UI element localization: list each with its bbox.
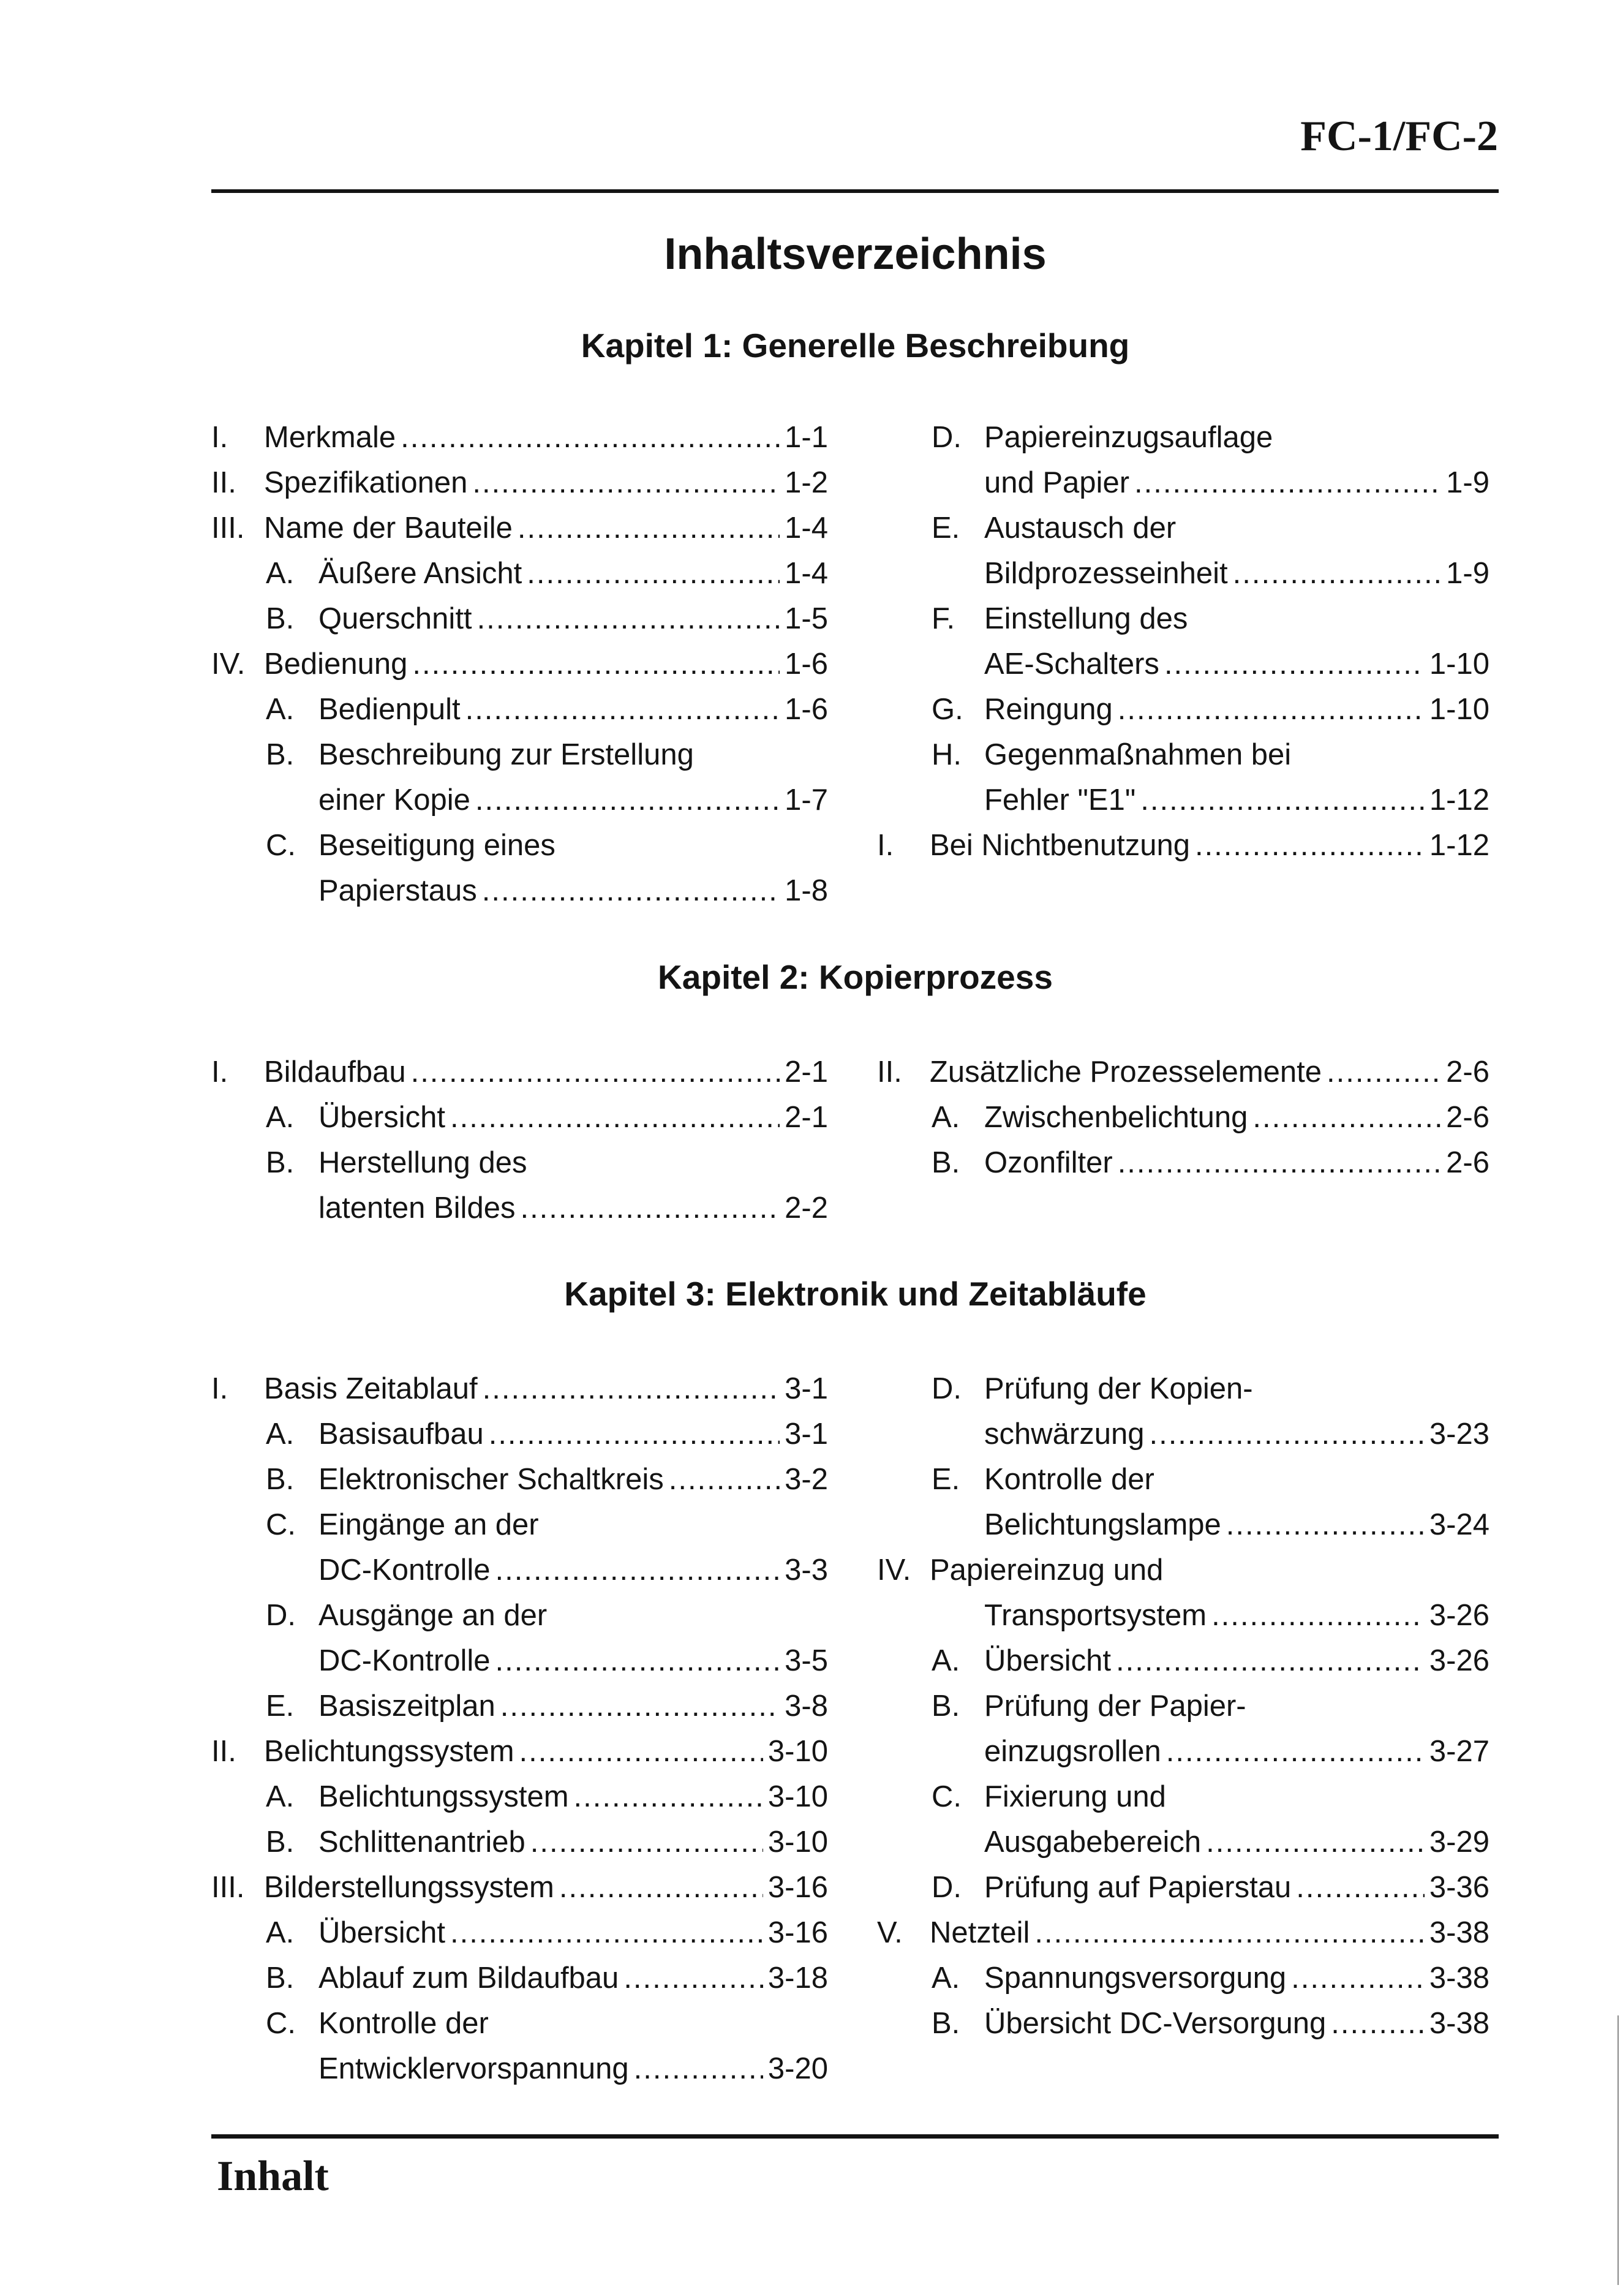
toc-entry-title: Prüfung der Papier- — [984, 1690, 1246, 1723]
toc-entry — [211, 732, 828, 777]
toc-entry-page: 3-10 — [767, 1826, 828, 1859]
toc-entry-number: A. — [932, 1101, 960, 1134]
toc-entry-title: Bedienung — [264, 648, 408, 681]
toc-entry — [877, 1955, 1489, 2001]
toc-entry — [211, 1774, 828, 1819]
toc-entry-page: 3-8 — [785, 1690, 828, 1723]
toc-entry-title: Transportsystem — [984, 1599, 1207, 1632]
toc-entry — [211, 1683, 828, 1729]
toc-entry — [211, 777, 828, 823]
toc-entry — [877, 1366, 1489, 1411]
toc-entry-title: Elektronischer Schaltkreis — [318, 1463, 664, 1496]
dot-leader — [527, 551, 780, 596]
toc-entry-title: Bei Nichtbenutzung — [930, 829, 1190, 862]
toc-entry — [877, 1502, 1489, 1547]
toc-entry-page: 3-29 — [1429, 1826, 1489, 1859]
toc-entry-title: Papiereinzug und — [930, 1554, 1164, 1587]
dot-leader — [411, 1049, 780, 1095]
dot-leader — [450, 1910, 763, 1955]
toc-entry-page: 3-26 — [1429, 1599, 1489, 1632]
toc-entry-page: 1-5 — [785, 602, 828, 635]
dot-leader — [482, 868, 780, 913]
toc-entry — [877, 1049, 1489, 1095]
toc-entry — [211, 868, 828, 913]
toc-entry — [211, 1910, 828, 1955]
toc-entry-page: 1-4 — [785, 557, 828, 590]
toc-entry-title: AE-Schalters — [984, 648, 1159, 681]
dot-leader — [574, 1774, 763, 1819]
toc-entry-number: D. — [932, 1372, 962, 1405]
toc-entry-number: E. — [932, 1463, 960, 1496]
toc-entry-number: D. — [932, 1871, 962, 1904]
toc-entry-page: 1-12 — [1429, 784, 1489, 817]
toc-entry-number: II. — [211, 466, 236, 499]
toc-entry — [877, 460, 1489, 505]
toc-entry — [211, 1547, 828, 1593]
dot-leader — [1252, 1095, 1441, 1140]
toc-entry-number: B. — [266, 602, 295, 635]
toc-entry — [877, 1865, 1489, 1910]
toc-entry-page: 3-10 — [767, 1780, 828, 1813]
dot-leader — [412, 641, 780, 687]
toc-entry-title: Eingänge an der — [318, 1508, 539, 1541]
toc-entry-page: 1-4 — [785, 512, 828, 545]
toc-entry — [211, 505, 828, 551]
toc-entry-title: Kontrolle der — [318, 2007, 489, 2040]
toc-entry-page: 3-26 — [1429, 1644, 1489, 1677]
toc-entry — [211, 1457, 828, 1502]
toc-entry-page: 1-12 — [1429, 829, 1489, 862]
toc-entry — [211, 2001, 828, 2046]
toc-entry — [211, 596, 828, 641]
toc-entry-title: Austausch der — [984, 512, 1177, 545]
toc-entry-title: Spannungsversorgung — [984, 1962, 1287, 1995]
toc-entry-number: A. — [932, 1962, 960, 1995]
toc-entry — [877, 505, 1489, 551]
toc-entry — [877, 732, 1489, 777]
toc-entry-title: Belichtungssystem — [264, 1735, 514, 1768]
dot-leader — [475, 777, 780, 823]
toc-entry-page: 1-10 — [1429, 648, 1489, 681]
toc-entry-title: Ausgänge an der — [318, 1599, 548, 1632]
toc-entry-page: 2-2 — [785, 1191, 828, 1225]
toc-entry-page: 3-2 — [785, 1463, 828, 1496]
toc-entry-title: Beseitigung eines — [318, 829, 555, 862]
toc-entry-number: IV. — [877, 1554, 911, 1587]
toc-entry-page: 3-1 — [785, 1372, 828, 1405]
toc-entry-number: F. — [932, 602, 955, 635]
toc-entry-number: II. — [211, 1735, 236, 1768]
toc-entry-number: C. — [932, 1780, 962, 1813]
toc-entry — [877, 1819, 1489, 1865]
toc-entry-title: Bedienpult — [318, 693, 461, 726]
toc-entry-number: B. — [266, 1463, 295, 1496]
toc-entry-number: D. — [932, 421, 962, 454]
dot-leader — [472, 460, 780, 505]
toc-entry — [211, 641, 828, 687]
toc-entry-number: I. — [877, 829, 894, 862]
toc-entry-title: DC-Kontrolle — [318, 1644, 491, 1677]
toc-entry — [211, 1638, 828, 1683]
toc-entry — [877, 1457, 1489, 1502]
toc-entry-number: I. — [211, 1055, 228, 1089]
toc-entry-title: Belichtungssystem — [318, 1780, 569, 1813]
toc-entry — [211, 2046, 828, 2091]
toc-entry-title: Ausgabebereich — [984, 1826, 1202, 1859]
toc-entry — [877, 551, 1489, 596]
toc-entry-title: Ablauf zum Bildaufbau — [318, 1962, 619, 1995]
toc-entry-number: B. — [932, 2007, 960, 2040]
toc-entry-page: 1-10 — [1429, 693, 1489, 726]
toc-entry — [211, 415, 828, 460]
toc-entry-title: Basiszeitplan — [318, 1690, 495, 1723]
toc-entry-title: Belichtungslampe — [984, 1508, 1221, 1541]
dot-leader — [669, 1457, 780, 1502]
page-title: Inhaltsverzeichnis — [664, 230, 1047, 279]
toc-entry-title: Kontrolle der — [984, 1463, 1154, 1496]
toc-entry-title: Fixierung und — [984, 1780, 1166, 1813]
header-rule — [211, 189, 1499, 193]
toc-entry-number: A. — [266, 1101, 295, 1134]
toc-entry — [877, 641, 1489, 687]
toc-entry-page: 1-9 — [1446, 466, 1489, 499]
dot-leader — [489, 1411, 780, 1457]
toc-entry — [877, 687, 1489, 732]
toc-entry-title: Äußere Ansicht — [318, 557, 522, 590]
dot-leader — [1116, 1638, 1425, 1683]
dot-leader — [559, 1865, 763, 1910]
toc-entry-number: B. — [266, 1826, 295, 1859]
toc-entry-page: 3-10 — [767, 1735, 828, 1768]
toc-entry-page: 3-23 — [1429, 1418, 1489, 1451]
dot-leader — [1164, 641, 1425, 687]
toc-entry-number: H. — [932, 738, 962, 771]
toc-entry-number: E. — [266, 1690, 295, 1723]
dot-leader — [495, 1638, 780, 1683]
toc-entry-title: Entwicklervorspannung — [318, 2052, 629, 2085]
toc-entry-page: 1-8 — [785, 874, 828, 907]
toc-list — [211, 415, 828, 913]
scan-edge-mark — [1617, 2015, 1619, 2285]
toc-list — [211, 1049, 828, 1231]
toc-entry-number: C. — [266, 829, 296, 862]
document-code: FC-1/FC-2 — [1300, 113, 1498, 160]
toc-entry-title: Netzteil — [930, 1916, 1030, 1949]
toc-list — [877, 1049, 1489, 1185]
toc-entry-title: Herstellung des — [318, 1146, 527, 1179]
toc-list — [211, 1366, 828, 2091]
dot-leader — [1211, 1593, 1425, 1638]
toc-entry-page: 1-2 — [785, 466, 828, 499]
dot-leader — [1034, 1910, 1425, 1955]
toc-entry — [211, 1140, 828, 1185]
footer-rule — [211, 2134, 1499, 2139]
toc-entry-title: Basis Zeitablauf — [264, 1372, 478, 1405]
toc-entry-title: Übersicht — [984, 1644, 1111, 1677]
toc-entry-page: 1-7 — [785, 784, 828, 817]
toc-entry-title: Gegenmaßnahmen bei — [984, 738, 1292, 771]
dot-leader — [1166, 1729, 1425, 1774]
toc-entry-title: Reingung — [984, 693, 1113, 726]
dot-leader — [500, 1683, 780, 1729]
toc-entry-number: A. — [266, 693, 295, 726]
toc-entry-number: III. — [211, 512, 245, 545]
dot-leader — [477, 596, 780, 641]
toc-entry-title: Fehler "E1" — [984, 784, 1136, 817]
toc-entry-title: Übersicht DC-Versorgung — [984, 2007, 1327, 2040]
toc-entry — [211, 551, 828, 596]
toc-entry-page: 3-20 — [767, 2052, 828, 2085]
toc-entry-title: Papierstaus — [318, 874, 477, 907]
dot-leader — [1291, 1955, 1425, 2001]
toc-entry-page: 3-36 — [1429, 1871, 1489, 1904]
toc-entry-title: Bildaufbau — [264, 1055, 406, 1089]
dot-leader — [634, 2046, 763, 2091]
toc-entry-page: 3-24 — [1429, 1508, 1489, 1541]
toc-entry-number: II. — [877, 1055, 902, 1089]
dot-leader — [519, 1729, 763, 1774]
toc-entry-title: Bilderstellungssystem — [264, 1871, 554, 1904]
toc-entry-title: Prüfung der Kopien- — [984, 1372, 1253, 1405]
toc-entry-title: Prüfung auf Papierstau — [984, 1871, 1292, 1904]
toc-entry-number: V. — [877, 1916, 903, 1949]
toc-entry-page: 3-1 — [785, 1418, 828, 1451]
toc-entry-page: 3-27 — [1429, 1735, 1489, 1768]
toc-entry — [211, 1049, 828, 1095]
dot-leader — [518, 505, 780, 551]
dot-leader — [1134, 460, 1441, 505]
toc-entry-number: D. — [266, 1599, 296, 1632]
toc-entry-title: Beschreibung zur Erstellung — [318, 738, 694, 771]
toc-entry-page: 1-6 — [785, 693, 828, 726]
toc-entry-title: Bildprozesseinheit — [984, 557, 1228, 590]
toc-entry-title: DC-Kontrolle — [318, 1554, 491, 1587]
dot-leader — [623, 1955, 763, 2001]
toc-entry-page: 1-6 — [785, 648, 828, 681]
toc-entry-title: Übersicht — [318, 1916, 445, 1949]
toc-entry-number: E. — [932, 512, 960, 545]
toc-entry-page: 3-3 — [785, 1554, 828, 1587]
toc-entry-page: 3-38 — [1429, 2007, 1489, 2040]
dot-leader — [1233, 551, 1442, 596]
toc-entry-title: Papiereinzugsauflage — [984, 421, 1273, 454]
toc-entry-title: einzugsrollen — [984, 1735, 1161, 1768]
toc-entry-page: 2-6 — [1446, 1146, 1489, 1179]
toc-entry — [877, 1638, 1489, 1683]
toc-entry-title: Ozonfilter — [984, 1146, 1113, 1179]
toc-entry — [877, 1140, 1489, 1185]
toc-entry — [211, 1502, 828, 1547]
toc-list — [877, 415, 1489, 868]
dot-leader — [495, 1547, 780, 1593]
toc-entry — [211, 1366, 828, 1411]
toc-entry-number: B. — [266, 1962, 295, 1995]
toc-entry-number: A. — [266, 1780, 295, 1813]
toc-entry-number: B. — [932, 1690, 960, 1723]
chapter-title: Kapitel 3: Elektronik und Zeitabläufe — [564, 1275, 1147, 1313]
toc-entry-page: 2-6 — [1446, 1101, 1489, 1134]
dot-leader — [465, 687, 780, 732]
toc-entry-page: 3-18 — [767, 1962, 828, 1995]
dot-leader — [401, 415, 780, 460]
toc-entry — [211, 1411, 828, 1457]
toc-entry-number: I. — [211, 421, 228, 454]
toc-entry-title: Basisaufbau — [318, 1418, 484, 1451]
toc-entry-title: einer Kopie — [318, 784, 470, 817]
toc-entry — [877, 1683, 1489, 1729]
toc-entry-page: 3-38 — [1429, 1962, 1489, 1995]
toc-entry-title: schwärzung — [984, 1418, 1145, 1451]
toc-entry-page: 1-1 — [785, 421, 828, 454]
dot-leader — [520, 1185, 780, 1231]
dot-leader — [530, 1819, 763, 1865]
toc-entry-number: I. — [211, 1372, 228, 1405]
toc-entry-page: 2-6 — [1446, 1055, 1489, 1089]
toc-entry — [211, 1593, 828, 1638]
dot-leader — [1206, 1819, 1425, 1865]
toc-entry-number: B. — [932, 1146, 960, 1179]
toc-entry-title: Merkmale — [264, 421, 396, 454]
toc-entry-number: C. — [266, 2007, 296, 2040]
toc-entry-page: 3-38 — [1429, 1916, 1489, 1949]
toc-entry — [877, 415, 1489, 460]
toc-entry — [877, 823, 1489, 868]
toc-list — [877, 1366, 1489, 2046]
toc-entry-number: A. — [932, 1644, 960, 1677]
toc-entry-number: A. — [266, 1916, 295, 1949]
dot-leader — [1140, 777, 1425, 823]
toc-entry — [877, 1593, 1489, 1638]
toc-entry — [877, 596, 1489, 641]
footer-title: Inhalt — [217, 2153, 329, 2200]
toc-entry — [211, 1729, 828, 1774]
dot-leader — [1118, 687, 1425, 732]
toc-entry-title: Spezifikationen — [264, 466, 468, 499]
toc-entry-title: Übersicht — [318, 1101, 445, 1134]
toc-entry — [877, 2001, 1489, 2046]
toc-entry — [211, 823, 828, 868]
dot-leader — [483, 1366, 780, 1411]
toc-entry — [211, 687, 828, 732]
toc-entry — [211, 1095, 828, 1140]
toc-entry-number: III. — [211, 1871, 245, 1904]
dot-leader — [1149, 1411, 1424, 1457]
toc-entry — [211, 1819, 828, 1865]
chapter-title: Kapitel 1: Generelle Beschreibung — [581, 327, 1130, 364]
toc-entry-number: B. — [266, 738, 295, 771]
toc-entry-title: und Papier — [984, 466, 1130, 499]
toc-entry — [877, 1411, 1489, 1457]
toc-entry — [877, 1547, 1489, 1593]
toc-entry-page: 2-1 — [785, 1055, 828, 1089]
toc-entry — [211, 1185, 828, 1231]
toc-entry-number: G. — [932, 693, 963, 726]
toc-entry-title: Querschnitt — [318, 602, 472, 635]
toc-entry-page: 3-16 — [767, 1871, 828, 1904]
toc-entry-title: Schlittenantrieb — [318, 1826, 525, 1859]
toc-entry-page: 2-1 — [785, 1101, 828, 1134]
toc-entry-number: IV. — [211, 648, 246, 681]
dot-leader — [1195, 823, 1425, 868]
toc-entry — [877, 1729, 1489, 1774]
toc-entry — [877, 1774, 1489, 1819]
dot-leader — [1327, 1049, 1441, 1095]
toc-entry — [877, 777, 1489, 823]
toc-entry — [211, 1865, 828, 1910]
toc-entry-number: A. — [266, 557, 295, 590]
toc-entry-title: Name der Bauteile — [264, 512, 513, 545]
toc-entry-page: 3-5 — [785, 1644, 828, 1677]
dot-leader — [450, 1095, 780, 1140]
toc-entry — [211, 1955, 828, 2001]
dot-leader — [1118, 1140, 1441, 1185]
toc-entry — [877, 1910, 1489, 1955]
toc-entry-title: latenten Bildes — [318, 1191, 516, 1225]
toc-entry — [877, 1095, 1489, 1140]
toc-entry-page: 1-9 — [1446, 557, 1489, 590]
dot-leader — [1296, 1865, 1425, 1910]
toc-entry-title: Zusätzliche Prozesselemente — [930, 1055, 1322, 1089]
dot-leader — [1226, 1502, 1425, 1547]
chapter-title: Kapitel 2: Kopierprozess — [658, 958, 1053, 996]
toc-entry-title: Einstellung des — [984, 602, 1188, 635]
toc-entry-number: A. — [266, 1418, 295, 1451]
toc-entry — [211, 460, 828, 505]
dot-leader — [1331, 2001, 1425, 2046]
toc-entry-title: Zwischenbelichtung — [984, 1101, 1248, 1134]
toc-entry-number: C. — [266, 1508, 296, 1541]
toc-entry-page: 3-16 — [767, 1916, 828, 1949]
toc-entry-number: B. — [266, 1146, 295, 1179]
